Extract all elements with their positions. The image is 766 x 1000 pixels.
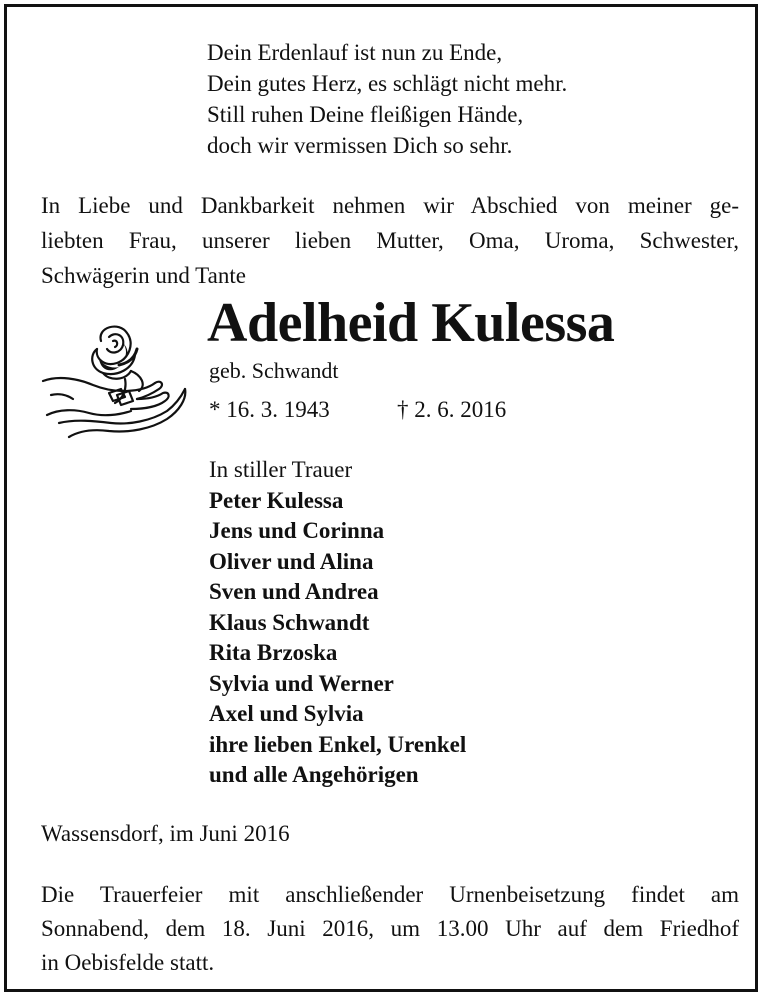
mourner-name: Axel und Sylvia	[209, 701, 364, 726]
place-and-date: Wassensdorf, im Juni 2016	[41, 821, 290, 846]
mourner-name: Sylvia und Werner	[209, 670, 394, 696]
funeral-line: Sonnabend, dem 18. Juni 2016, um 13.00 Uhr auf dem Friedhof	[41, 916, 739, 941]
mourner-name: Peter Kulessa	[209, 487, 344, 513]
mourner-name: Oliver und Alina	[209, 548, 374, 574]
poem-line: doch wir vermissen Dich so sehr.	[207, 133, 513, 158]
funeral-line: in Oebisfelde statt.	[41, 950, 215, 975]
farewell-text	[41, 188, 739, 293]
poem-line: Still ruhen Deine fleißigen Hände,	[207, 102, 524, 127]
obituary-frame	[4, 4, 758, 992]
memorial-poem	[207, 37, 567, 161]
poem-line: Dein Erdenlauf ist nun zu Ende,	[207, 40, 503, 65]
mourner-name: Sven und Andrea	[209, 579, 379, 604]
mourner-name: Jens und Corinna	[209, 518, 385, 543]
funeral-notice	[41, 878, 739, 980]
mourner-name: ihre lieben Enkel, Urenkel	[209, 731, 467, 757]
farewell-line: Schwägerin und Tante	[41, 263, 246, 288]
mourners-heading: In stiller Trauer	[209, 457, 353, 482]
death-date: † 2. 6. 2016	[397, 397, 507, 422]
mourners-list	[209, 455, 466, 791]
birth-name: geb. Schwandt	[209, 358, 339, 383]
farewell-line: In Liebe und Dankbarkeit nehmen wir Abschied von meiner ge-	[41, 193, 739, 218]
poem-line: Dein gutes Herz, es schlägt nicht mehr.	[207, 71, 568, 96]
birth-date: * 16. 3. 1943	[209, 397, 330, 422]
life-dates	[209, 395, 507, 425]
mourner-name: Rita Brzoska	[209, 640, 338, 665]
funeral-line: Die Trauerfeier mit anschließender Urnenbeisetzung findet am	[41, 882, 739, 907]
rose-in-hands-icon	[39, 319, 189, 444]
farewell-line: liebten Frau, unserer lieben Mutter, Oma, Uroma, Schwester,	[41, 228, 739, 253]
mourner-name: Klaus Schwandt	[209, 609, 370, 635]
mourner-name: und alle Angehörigen	[209, 762, 419, 787]
deceased-name: Adelheid Kulessa	[207, 292, 615, 354]
